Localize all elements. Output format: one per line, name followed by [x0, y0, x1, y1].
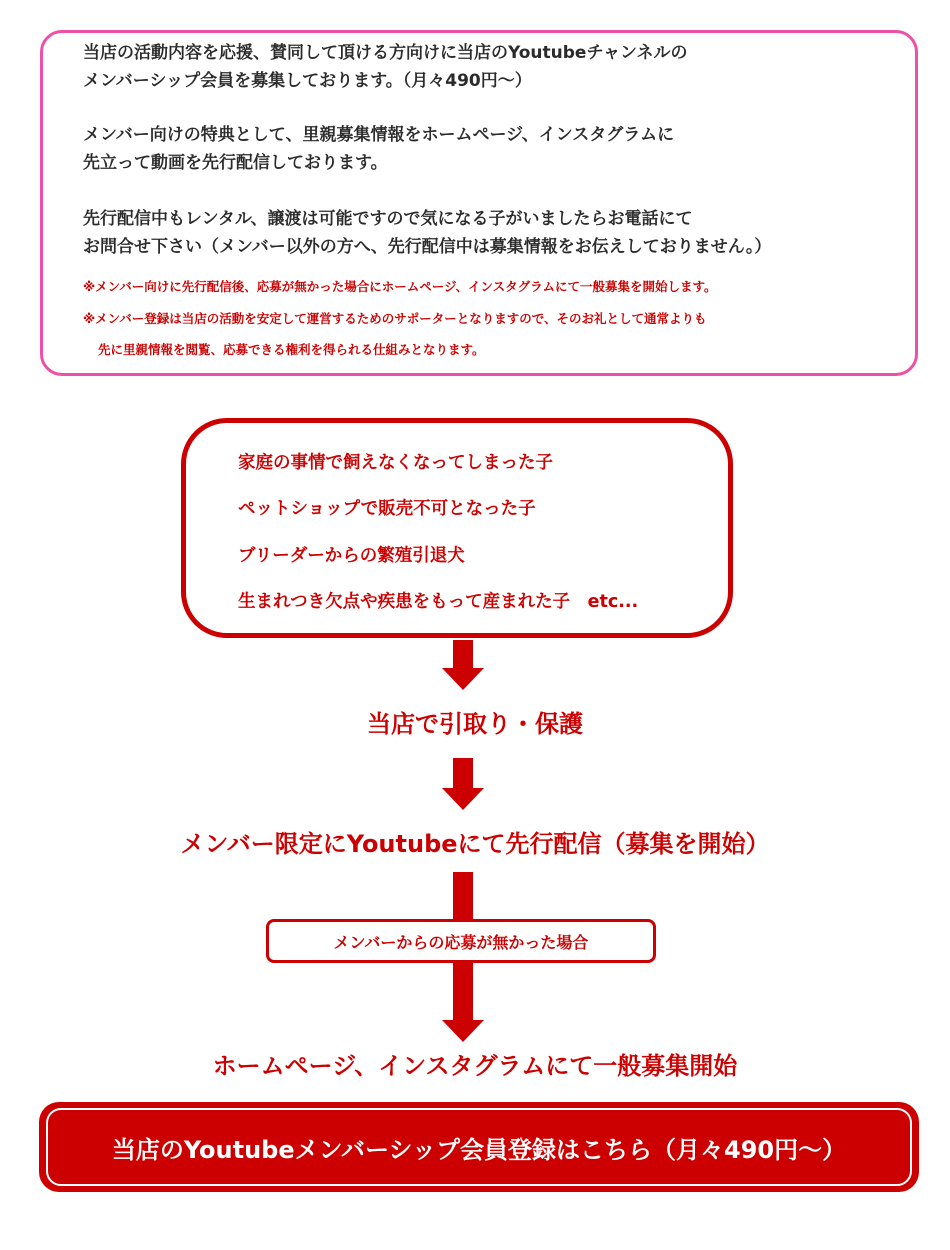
inquiry-line-2: お問合せ下さい（メンバー以外の方へ、先行配信中は募集情報をお伝えしておりません。）	[83, 237, 772, 257]
membership-signup-button[interactable]	[39, 1102, 919, 1192]
down-arrow-icon	[442, 640, 484, 690]
flow-step-general-recruitment: ホームページ、インスタグラムにて一般募集開始	[212, 1052, 738, 1080]
membership-intro-text	[83, 39, 687, 95]
inquiry-text	[83, 205, 771, 261]
membership-signup-label: 当店のYoutubeメンバーシップ会員登録はこちら（月々490円～）	[46, 1108, 912, 1186]
down-arrow-icon	[442, 758, 484, 810]
note-general-recruitment: ※メンバー向けに先行配信後、応募が無かった場合にホームページ、インスタグラムにて一般募集を開始します。	[83, 279, 717, 294]
member-benefit-text	[83, 121, 674, 177]
case-item: 生まれつき欠点や疾患をもって産まれた子 etc...	[238, 592, 639, 612]
case-item: 家庭の事情で飼えなくなってしまった子	[238, 453, 553, 473]
case-item: ブリーダーからの繁殖引退犬	[238, 546, 465, 566]
intro-line-2: メンバーシップ会員を募集しております。（月々490円～）	[83, 71, 532, 91]
flow-step-member-preview: メンバー限定にYoutubeにて先行配信（募集を開始）	[180, 830, 770, 858]
membership-info-box	[40, 30, 918, 376]
rescue-cases-box	[181, 418, 733, 638]
note-supporter-continued: 先に里親情報を閲覧、応募できる権利を得られる仕組みとなります。	[98, 342, 485, 357]
benefit-line-2: 先立って動画を先行配信しております。	[83, 153, 388, 173]
benefit-line-1: メンバー向けの特典として、里親募集情報をホームページ、インスタグラムに	[83, 125, 675, 145]
flow-step-rescue: 当店で引取り・保護	[367, 710, 583, 738]
note-supporter: ※メンバー登録は当店の活動を安定して運営するためのサポーターとなりますので、そのお礼として通常よりも	[83, 311, 707, 326]
flow-condition-label: メンバーからの応募が無かった場合	[266, 919, 656, 963]
intro-line-1: 当店の活動内容を応援、賛同して頂ける方向けに当店のYoutubeチャンネルの	[83, 43, 688, 63]
case-item: ペットショップで販売不可となった子	[238, 499, 536, 519]
inquiry-line-1: 先行配信中もレンタル、譲渡は可能ですので気になる子がいましたらお電話にて	[83, 209, 693, 229]
